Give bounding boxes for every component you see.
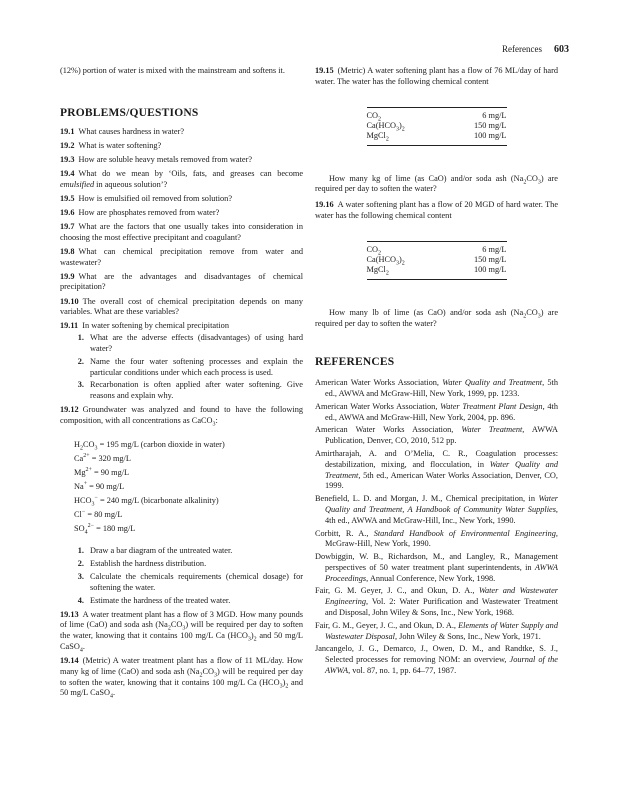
question-19-15-followup: How many kg of lime (as CaO) and/or soda ash $(Na_2CO_3)$ are required per day to soften the water?: [315, 173, 558, 194]
table-row: $Ca(HCO_3)_2$ 150 mg/L: [366, 120, 507, 133]
list-item: 3. Recarbonation is often applied after water softening. Give reasons and explain why.: [77, 380, 303, 401]
composition-hco3: $HCO_3^- = 240$ mg/L (bicarbonate alkalinity): [74, 495, 219, 508]
composition-cl: Cl− = 80 mg/L: [74, 509, 123, 520]
table-row: $Ca(HCO_3)_2$ 150 mg/L: [366, 255, 507, 267]
question-19-3: 19.3 How are soluble heavy metals removed from water?: [60, 154, 253, 164]
composition-na: Na+ = 90 mg/L: [74, 481, 125, 492]
composition-ca: $Ca^{2+} = 320$ mg/L: [74, 453, 131, 463]
page-number: 603: [554, 44, 569, 55]
question-19-2: 19.2 What is water softening?: [60, 140, 162, 150]
running-header: [502, 44, 569, 55]
references-heading: REFERENCES: [315, 356, 395, 369]
reference-item: Fair, G. M., Geyer, J. C., and Okun, D. A., Elements of Water Supply and Wastewater Disposal, John Wiley & Sons, Inc., New York, 1971.: [315, 620, 558, 641]
intro-paragraph: (12%) portion of water is mixed with the mainstream and softens it.: [60, 66, 285, 75]
list-item: 2. Establish the hardness distribution.: [77, 559, 207, 569]
left-column: [60, 66, 303, 699]
questions-list: [60, 127, 303, 699]
question-19-12: 19.12 Groundwater was analyzed and found to have the following composition, with all concentrations as CaCO$_3$: $H_2CO_3 = 195$ mg/L (carbon dioxide in water) $Ca^{2+} = 320$ mg/L $Mg^{2+} = 90$ mg/L Na+ = 90 mg/L $HCO_3^- = 240$ mg/L (bicarbonate alkalinity) Cl− = 80 mg/L $SO_4^{2-} = 180$ mg/L 1. Draw a bar diagram of the untreated water. 2. Establish the hardness distribution. 3. Calculate the chemicals requirements (chemical dosage) for softening the water. 4. Estimate the hardness of the treated water.: [60, 405, 303, 605]
question-19-5: 19.5 How is emulsified oil removed from solution?: [60, 193, 232, 203]
question-19-11: 19.11 In water softening by chemical precipitation 1. What are the adverse effects (disadvantages) of using hard water? 2. Name the four water softening processes and explain the particular conditions under which each process is used. 3. Recarbonation is often applied after water softening. Give reasons and explain why.: [60, 321, 303, 401]
composition-list: [60, 438, 303, 537]
question-19-8: 19.8 What can chemical precipitation remove from water and wastewater?: [60, 246, 303, 267]
composition-h2co3: $H_2CO_3 = 195$ mg/L (carbon dioxide in water): [74, 439, 225, 452]
reference-item: Jancangelo, J. G., Demarco, J., Owen, D. M., and Randtke, S. J., Selected processes for removing NOM: an overview, Journal of the AWWA, vol. 87, no. 1, pp. 64–77, 1987.: [315, 644, 558, 675]
running-title: References: [502, 44, 542, 54]
table-row: MgCl$_2$ 100 mg/L: [366, 131, 507, 143]
question-19-16-followup: How many lb of lime (as CaO) and/or soda ash $(Na_2CO_3)$ are required per day to soften the water?: [315, 307, 559, 328]
table-row: MgCl$_2$ 100 mg/L: [366, 265, 507, 278]
question-19-6: 19.6 How are phosphates removed from water?: [60, 207, 220, 217]
composition-so4: $SO_4^{2-} = 180$ mg/L: [74, 523, 136, 536]
reference-item: Dowbiggin, W. B., Richardson, M., and Langley, R., Management perspectives of 50 water treatment plant superintendents, in AWWA Proceedings, Annual Conference, New York, 1998.: [315, 552, 558, 583]
list-item: 3. Calculate the chemicals requirements (chemical dosage) for softening the water.: [77, 571, 303, 592]
list-item: 4. Estimate the hardness of the treated water.: [77, 595, 231, 605]
question-19-14: 19.14 (Metric) A water treatment plant has a flow of 11 ML/day. How many kg of lime (CaO) and soda ash $(Na_2CO_3)$ will be required per day to soften the water, knowing that it contains 100 mg/L Ca $(HCO_3)_2$ and 50 mg/L CaSO$_4$.: [60, 656, 303, 701]
question-19-10: 19.10 The overall cost of chemical precipitation depends on many variables. What are these variables?: [60, 296, 303, 317]
question-19-9: 19.9 What are the advantages and disadvantages of chemical precipitation?: [60, 271, 303, 292]
reference-item: American Water Works Association, Water Quality and Treatment, 5th ed., AWWA and McGraw-Hill, New York, 1999, pp. 1233.: [315, 378, 558, 399]
question-19-13: 19.13 A water treatment plant has a flow of 3 MGD. How many pounds of lime (CaO) and soda ash $(Na_2CO_3)$ will be required per day to soften the water, knowing that it contains 100 mg/L Ca $(HCO_3)_2$ and 50 mg/L CaSO$_4$.: [60, 609, 304, 654]
problems-heading: PROBLEMS/QUESTIONS: [60, 106, 199, 119]
list-item: 1. What are the adverse effects (disadvantages) of using hard water?: [77, 333, 303, 353]
right-column: [315, 66, 558, 679]
question-19-15: 19.15 (Metric) A water softening plant has a flow of 76 ML/day of hard water. The water has the following chemical content: [315, 66, 558, 86]
question-19-16: 19.16 A water softening plant has a flow of 20 MGD of hard water. The water has the following chemical content: [315, 200, 558, 220]
question-19-7: 19.7 What are the factors that one usually takes into consideration in choosing the most effective precipitant and coagulant?: [60, 221, 303, 242]
chemical-table-2: [367, 241, 507, 280]
list-item: 1. Draw a bar diagram of the untreated water.: [77, 546, 233, 556]
reference-item: Amirtharajah, A. and O’Melia, C. R., Coagulation processes: destabilization, mixing, and flocculation, in Water Quality and Treatment, 5th ed., American Water Works Association, Denver, CO, 1999.: [315, 449, 559, 491]
list-item: 2. Name the four water softening processes and explain the particular conditions under which each process is used.: [77, 356, 303, 377]
references-list: [315, 378, 558, 676]
question-19-1: 19.1 What causes hardness in water?: [60, 126, 185, 136]
table-row: $CO_2$ 6 mg/L: [366, 110, 507, 123]
question-19-4: 19.4 What do we mean by ‘Oils, fats, and greases can become emulsified in aqueous solution’?: [60, 168, 303, 189]
table-row: $CO_2$ 6 mg/L: [366, 244, 507, 257]
reference-item: Benefield, L. D. and Morgan, J. M., Chemical precipitation, in Water Quality and Treatment, A Handbook of Community Water Supplies, 4th ed., AWWA and McGraw-Hill, Inc., New York, 1990.: [315, 494, 558, 525]
reference-item: Fair, G. M. Geyer, J. C., and Okun, D. A., Water and Wastewater Engineering, Vol. 2: Water Purification and Wastewater Treatment and Disposal, John Wiley & Sons, Inc., New York, 1968.: [315, 586, 558, 617]
composition-mg: $Mg^{2+} = 90$ mg/L: [74, 467, 130, 477]
reference-item: American Water Works Association, Water Treatment Plant Design, 4th ed., AWWA and McGraw-Hill, New York, 2004, pp. 896.: [315, 401, 558, 422]
reference-item: Corbitt, R. A., Standard Handbook of Environmental Engineering, McGraw-Hill, New York, 1990.: [315, 528, 558, 549]
reference-item: American Water Works Association, Water Treatment, AWWA Publication, Denver, CO, 2010, 512 pp.: [315, 425, 558, 446]
chemical-table-1: [367, 107, 507, 146]
